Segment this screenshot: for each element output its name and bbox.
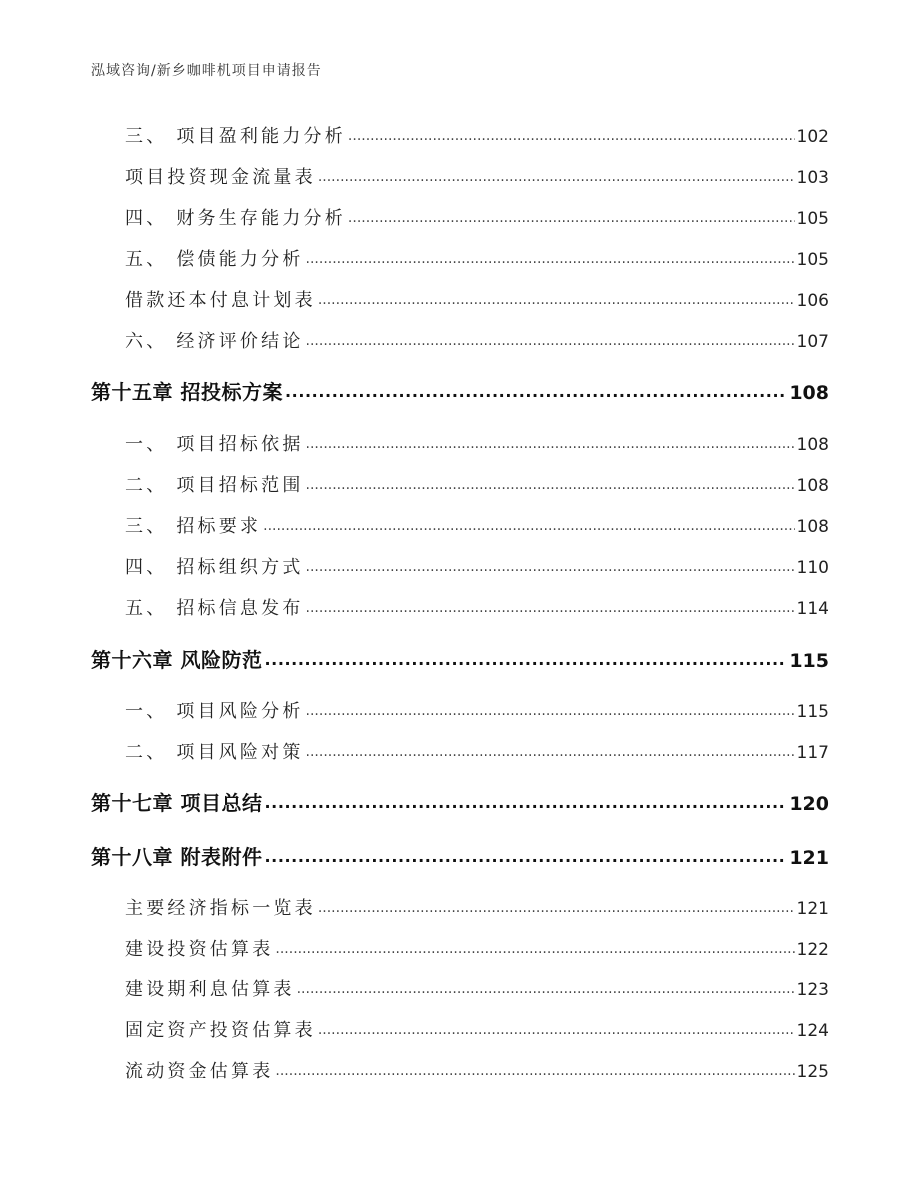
page-header: 泓域咨询/新乡咖啡机项目申请报告 (91, 63, 322, 79)
header-divider (91, 86, 829, 87)
toc-page-number: 106 (796, 291, 829, 311)
toc-section-entry[interactable] (125, 738, 829, 764)
toc-section-entry[interactable] (125, 512, 829, 538)
toc-entry-title: 五、 招标信息发布 (125, 598, 304, 619)
toc-entry-title: 六、 经济评价结论 (125, 331, 304, 352)
toc-section-entry[interactable] (125, 204, 829, 230)
toc-dot-leader (285, 379, 787, 399)
toc-chapter-entry[interactable] (91, 787, 829, 816)
toc-chapter-entry[interactable] (91, 644, 829, 673)
toc-dot-leader (275, 937, 794, 955)
toc-page-number: 108 (796, 476, 829, 496)
toc-section-entry[interactable] (125, 245, 829, 271)
toc-dot-leader (306, 596, 795, 614)
toc-section-entry[interactable] (125, 430, 829, 456)
toc-entry-title: 一、 项目招标依据 (125, 434, 304, 455)
toc-entry-title: 项目投资现金流量表 (125, 167, 316, 188)
toc-section-entry[interactable] (125, 122, 829, 148)
toc-page-number: 107 (796, 332, 829, 352)
toc-entry-title: 主要经济指标一览表 (125, 898, 316, 919)
toc-entry-title: 固定资产投资估算表 (125, 1020, 316, 1041)
toc-page-number: 115 (789, 650, 829, 672)
toc-section-entry[interactable] (125, 1057, 829, 1083)
toc-dot-leader (264, 647, 787, 667)
toc-dot-leader (306, 247, 795, 265)
toc-dot-leader (348, 206, 795, 224)
toc-dot-leader (306, 329, 795, 347)
toc-entry-title: 五、 偿债能力分析 (125, 249, 304, 270)
toc-entry-title: 二、 项目招标范围 (125, 475, 304, 496)
toc-entry-title: 三、 项目盈利能力分析 (125, 126, 346, 147)
toc-page-number: 121 (796, 899, 829, 919)
toc-chapter-entry[interactable] (91, 841, 829, 870)
toc-dot-leader (264, 790, 787, 810)
toc-dot-leader (306, 473, 795, 491)
toc-entry-title: 四、 财务生存能力分析 (125, 208, 346, 229)
toc-page-number: 121 (789, 847, 829, 869)
toc-page-number: 108 (789, 382, 829, 404)
toc-entry-title: 四、 招标组织方式 (125, 557, 304, 578)
toc-section-entry[interactable] (125, 697, 829, 723)
toc-dot-leader (306, 432, 795, 450)
toc-section-entry[interactable] (125, 1016, 829, 1042)
toc-dot-leader (318, 288, 795, 306)
toc-page-number: 122 (796, 940, 829, 960)
toc-entry-title: 第十七章 项目总结 (91, 791, 263, 815)
toc-page-number: 114 (796, 599, 829, 619)
toc-page-number: 105 (796, 250, 829, 270)
toc-page-number: 125 (796, 1062, 829, 1082)
toc-dot-leader (263, 514, 794, 532)
toc-section-entry[interactable] (125, 163, 829, 189)
toc-dot-leader (348, 124, 795, 142)
toc-dot-leader (297, 977, 795, 995)
toc-page-number: 108 (796, 517, 829, 537)
toc-entry-title: 第十八章 附表附件 (91, 845, 263, 869)
toc-section-entry[interactable] (125, 975, 829, 1001)
toc-dot-leader (306, 555, 795, 573)
toc-entry-title: 建设投资估算表 (125, 939, 274, 960)
toc-dot-leader (318, 896, 795, 914)
toc-page-number: 103 (796, 168, 829, 188)
toc-dot-leader (306, 699, 795, 717)
toc-page-number: 115 (796, 702, 829, 722)
toc-dot-leader (318, 1018, 795, 1036)
toc-section-entry[interactable] (125, 894, 829, 920)
toc-page-number: 117 (796, 743, 829, 763)
toc-section-entry[interactable] (125, 553, 829, 579)
toc-section-entry[interactable] (125, 935, 829, 961)
toc-entry-title: 一、 项目风险分析 (125, 701, 304, 722)
toc-page-number: 102 (796, 127, 829, 147)
toc-entry-title: 二、 项目风险对策 (125, 742, 304, 763)
toc-dot-leader (264, 844, 787, 864)
toc-entry-title: 三、 招标要求 (125, 516, 262, 537)
toc-page-number: 124 (796, 1021, 829, 1041)
toc-page-number: 120 (789, 793, 829, 815)
toc-dot-leader (275, 1059, 794, 1077)
toc-entry-title: 第十六章 风险防范 (91, 648, 263, 672)
toc-section-entry[interactable] (125, 327, 829, 353)
toc-entry-title: 建设期利息估算表 (125, 979, 295, 1000)
toc-dot-leader (318, 165, 795, 183)
toc-entry-title: 流动资金估算表 (125, 1061, 274, 1082)
toc-page-number: 123 (796, 980, 829, 1000)
toc-entry-title: 借款还本付息计划表 (125, 290, 316, 311)
toc-chapter-entry[interactable] (91, 376, 829, 405)
toc-page-number: 105 (796, 209, 829, 229)
toc-section-entry[interactable] (125, 286, 829, 312)
toc-page-number: 108 (796, 435, 829, 455)
toc-dot-leader (306, 740, 795, 758)
toc-section-entry[interactable] (125, 471, 829, 497)
toc-page-number: 110 (796, 558, 829, 578)
toc-entry-title: 第十五章 招投标方案 (91, 380, 283, 404)
toc-section-entry[interactable] (125, 594, 829, 620)
